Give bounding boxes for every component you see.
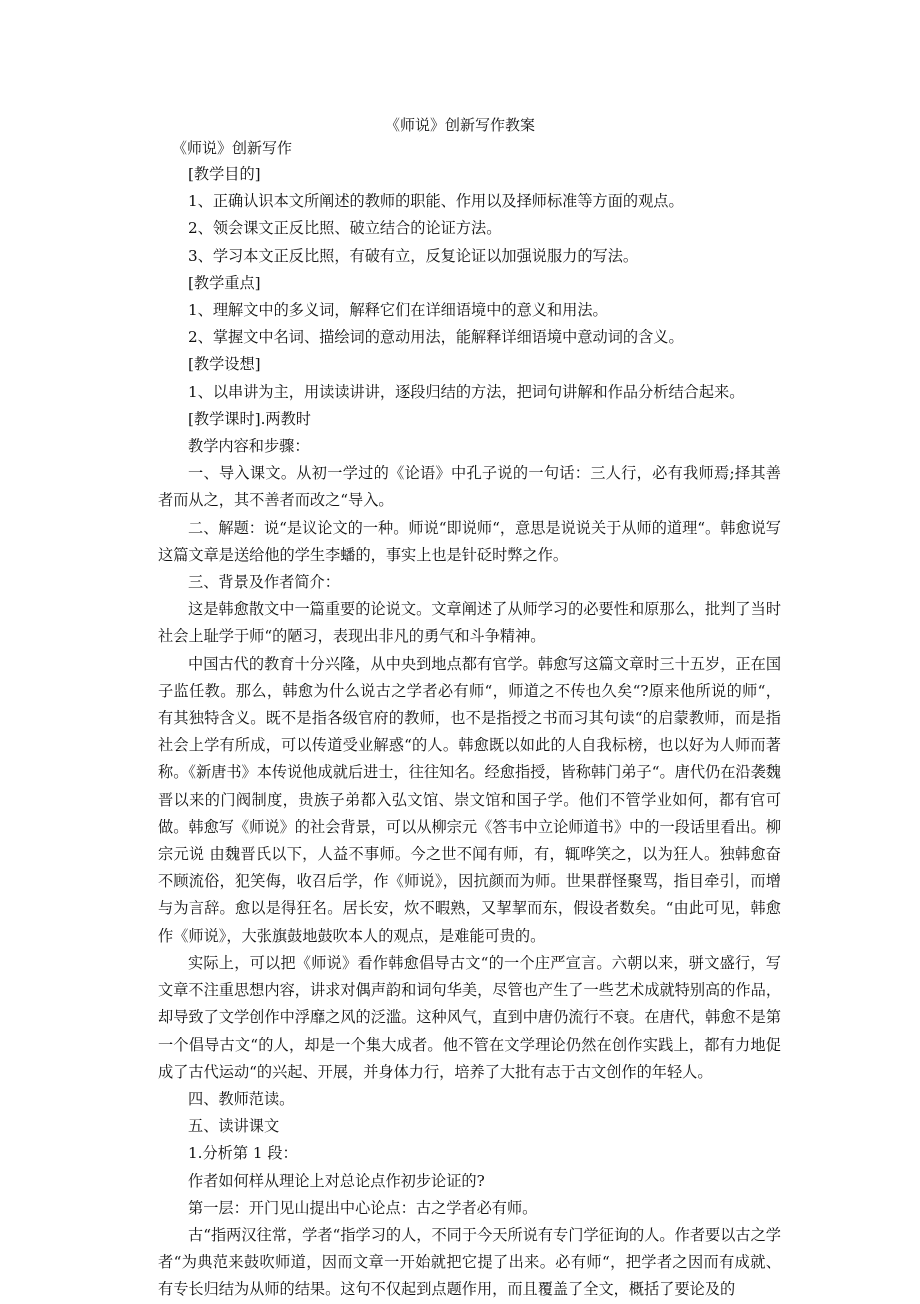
document-subtitle: 《师说》创新写作	[172, 139, 293, 157]
body-paragraph: [教学课时].两教时	[188, 409, 311, 428]
body-paragraph: 实际上，可以把《师说》看作韩愈倡导古文“的一个庄严宣言。六朝以来，骈文盛行，写文章不注重思想内容，讲求对偶声韵和词句华美，尽管也产生了一些艺术成就特别高的作品，却导致了文学创作中浮靡之风的泛滥。这种风气，直到中唐仍流行不衰。在唐代，韩愈不是第一个倡导古文“的人，却是一个集大成者。他不管在文学理论仍然在创作实践上，都有力地促成了古代运动“的兴起、开展，并身体力行，培养了大批有志于古文创作的年轻人。	[158, 953, 781, 1081]
body-paragraph: [教学设想]	[188, 355, 261, 374]
body-paragraph: 3、学习本文正反比照，有破有立，反复论证以加强说服力的写法。	[188, 246, 639, 265]
body-paragraph: 教学内容和步骤：	[188, 437, 310, 456]
body-paragraph: 1、以串讲为主，用读读讲讲，逐段归结的方法，把词句讲解和作品分析结合起来。	[188, 382, 745, 401]
body-paragraph: 古“指两汉往常，学者“指学习的人，不同于今天所说有专门学征询的人。作者要以古之学者“为典范来鼓吹师道，因而文章一开始就把它提了出来。必有师“，把学者之因而有成就、有专长归结为从师的结果。这句不仅起到点题作用，而且覆盖了全文，概括了要论及的	[158, 1225, 781, 1299]
body-paragraph: [教学重点]	[188, 273, 261, 292]
body-paragraph: 四、教师范读。	[188, 1089, 295, 1108]
body-paragraph: 1、正确认识本文所阐述的教师的职能、作用以及择师标准等方面的观点。	[188, 192, 684, 211]
body-paragraph: 1.分析第 1 段：	[188, 1144, 298, 1163]
body-paragraph: 五、读讲课文	[188, 1117, 280, 1136]
body-paragraph: [教学目的]	[188, 165, 261, 183]
body-paragraph: 作者如何样从理论上对总论点作初步论证的?	[188, 1171, 485, 1190]
body-paragraph: 这是韩愈散文中一篇重要的论说文。文章阐述了从师学习的必要性和原那么，批判了当时社会上耻学于师“的陋习，表现出非凡的勇气和斗争精神。	[158, 600, 781, 646]
body-paragraph: 第一层：开门见山提出中心论点：古之学者必有师。	[188, 1198, 538, 1217]
body-paragraph: 2、领会课文正反比照、破立结合的论证方法。	[188, 219, 502, 238]
body-paragraph: 2、掌握文中名词、描绘词的意动用法，能解释详细语境中意动词的含义。	[188, 328, 684, 347]
body-paragraph: 一、导入课文。从初一学过的《论语》中孔子说的一句话：三人行，必有我师焉;择其善者而从之，其不善者而改之“导入。	[158, 464, 781, 510]
document-body	[158, 161, 781, 1304]
body-paragraph: 三、背景及作者简介：	[188, 573, 340, 592]
body-paragraph: 中国古代的教育十分兴隆，从中央到地点都有官学。韩愈写这篇文章时三十五岁，正在国子监任教。那么，韩愈为什么说古之学者必有师“，师道之不传也久矣“?原来他所说的师“，有其独特含义。既不是指各级官府的教师，也不是指授之书而习其句读“的启蒙教师，而是指社会上学有所成，可以传道受业解惑“的人。韩愈既以如此的人自我标榜，也以好为人师而著称。《新唐书》本传说他成就后进士，往往知名。经愈指授，皆称韩门弟子“。唐代仍在沿袭魏晋以来的门阀制度，贵族子弟都入弘文馆、崇文馆和国子学。他们不管学业如何，都有官可做。韩愈写《师说》的社会背景，可以从柳宗元《答韦中立论师道书》中的一段话里看出。柳宗元说 由魏晋氏以下，人益不事师。今之世不闻有师，有，辄哗笑之，以为狂人。独韩愈奋不顾流俗，犯笑侮，收召后学，作《师说》，因抗颜而为师。世果群怪聚骂，指目牵引，而增与为言辞。愈以是得狂名。居长安，炊不暇熟，又挈挈而东，假设者数矣。“由此可见，韩愈作《师说》，大张旗鼓地鼓吹本人的观点，是难能可贵的。	[158, 654, 781, 945]
body-paragraph: 1、理解文中的多义词，解释它们在详细语境中的意义和用法。	[188, 301, 608, 320]
body-paragraph: 二、解题：说“是议论文的一种。师说“即说师“，意思是说说关于从师的道理“。韩愈说写这篇文章是送给他的学生李蟠的，事实上也是针砭时弊之作。	[158, 518, 781, 564]
document-title: 《师说》创新写作教案	[384, 116, 535, 134]
